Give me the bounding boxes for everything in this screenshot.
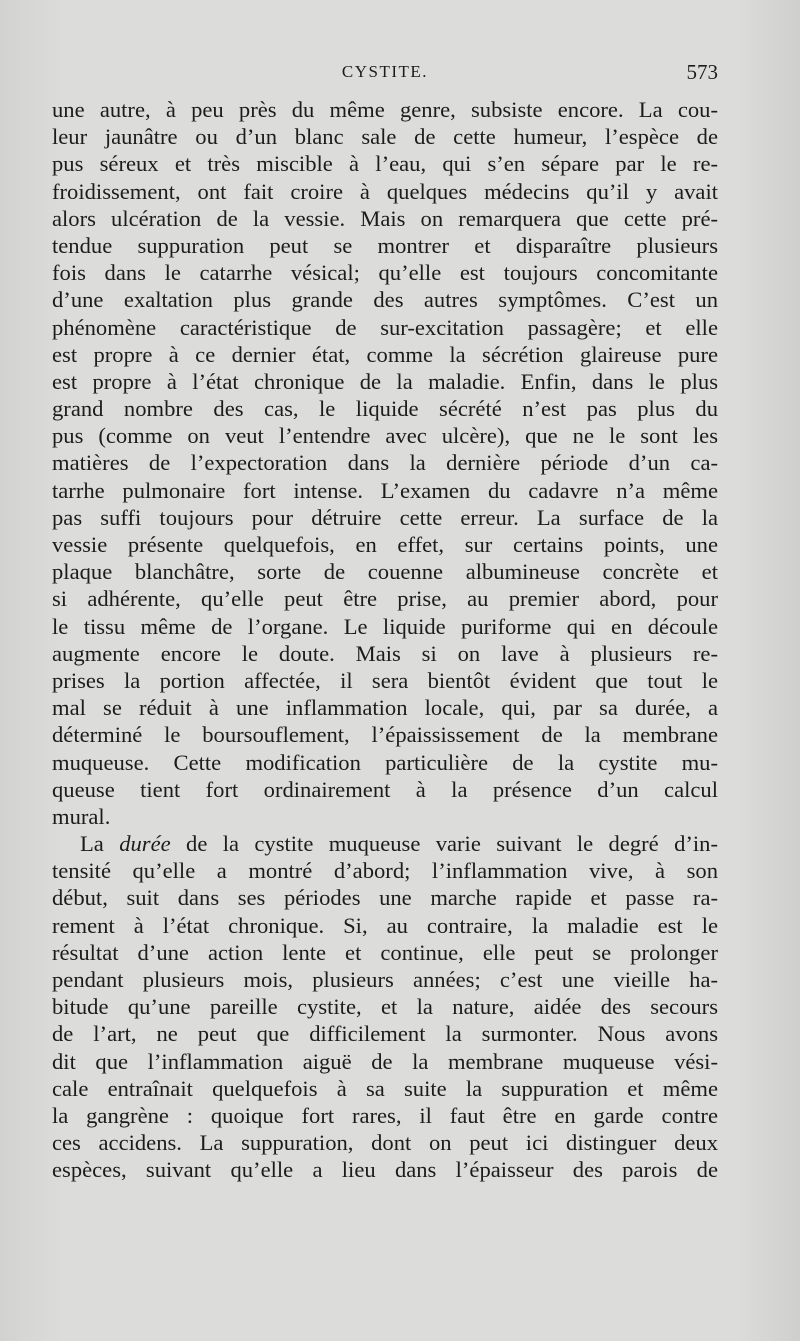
text-line: froidissement, ont fait croire à quelques médecins qu’il y avait [52,178,718,204]
italic-term: durée [119,831,171,857]
chapter-title: CYSTITE. [341,62,429,81]
text-line: pus séreux et très miscible à l’eau, qui s’en sépare par le re- [52,151,718,177]
text-line: mural. [52,803,111,829]
text-line: déterminé le boursouflement, l’épaississement de la membrane [52,722,718,748]
text-line: la gangrène : quoique fort rares, il faut être en garde contre [52,1102,718,1128]
text-line: cale entraînait quelquefois à sa suite la suppuration et même [52,1075,718,1101]
page-number: 573 [686,60,718,84]
text-line: alors ulcération de la vessie. Mais on remarquera que cette pré- [52,205,718,231]
text-line [52,830,718,857]
text-line: fois dans le catarrhe vésical; qu’elle est toujours concomitante [52,260,718,286]
text-line: pas suffi toujours pour détruire cette erreur. La surface de la [52,504,718,530]
text-line: ces accidens. La suppuration, dont on peut ici distinguer deux [52,1130,718,1156]
text-line: rement à l’état chronique. Si, au contraire, la maladie est le [52,912,718,938]
text-run: La [80,831,120,857]
text-line: augmente encore le doute. Mais si on lave à plusieurs re- [52,640,718,666]
paragraph-2 [52,830,718,1183]
text-line: d’une exaltation plus grande des autres symptômes. C’est un [52,287,718,313]
text-line: si adhérente, qu’elle peut être prise, au premier abord, pour [52,586,718,612]
text-line: tendue suppuration peut se montrer et disparaître plusieurs [52,232,718,258]
text-line: mal se réduit à une inflammation locale, qui, par sa durée, a [52,695,718,721]
text-line: de l’art, ne peut que difficilement la surmonter. Nous avons [52,1021,718,1047]
text-line: matières de l’expectoration dans la dernière période d’un ca- [52,450,718,476]
text-line: est propre à l’état chronique de la maladie. Enfin, dans le plus [52,368,718,394]
text-line: plaque blanchâtre, sorte de couenne albumineuse concrète et [52,559,718,585]
text-line: vessie présente quelquefois, en effet, sur certains points, une [52,532,718,557]
text-line: une autre, à peu près du même genre, subsiste encore. La cou- [52,97,718,122]
text-run: de la cystite muqueuse varie suivant le degré d’in- [170,831,718,857]
text-line: muqueuse. Cette modification particulière de la cystite mu- [52,749,718,775]
text-line: dit que l’inflammation aiguë de la membrane muqueuse vési- [52,1048,718,1074]
text-line: le tissu même de l’organe. Le liquide puriforme qui en découle [52,613,718,639]
text-line: bitude qu’une pareille cystite, et la nature, aidée des secours [52,994,718,1020]
text-line: espèces, suivant qu’elle a lieu dans l’épaisseur des parois de [52,1157,718,1183]
text-line: résultat d’une action lente et continue, elle peut se prolonger [52,939,718,965]
text-line: pendant plusieurs mois, plusieurs années; c’est une vieille ha- [52,967,718,992]
text-line: tarrhe pulmonaire fort intense. L’examen du cadavre n’a même [52,477,718,503]
text-line: leur jaunâtre ou d’un blanc sale de cette humeur, l’espèce de [52,124,718,150]
paragraph-1 [52,96,718,830]
text-line: grand nombre des cas, le liquide sécrété n’est pas plus du [52,396,718,422]
text-line: queuse tient fort ordinairement à la présence d’un calcul [52,776,718,802]
text-line: phénomène caractéristique de sur-excitation passagère; et elle [52,314,718,340]
body-text [52,96,718,1184]
text-line: prises la portion affectée, il sera bientôt évident que tout le [52,667,718,693]
text-line: début, suit dans ses périodes une marche rapide et passe ra- [52,885,718,911]
running-head [52,62,718,88]
text-line: tensité qu’elle a montré d’abord; l’inflammation vive, à son [52,858,718,884]
text-line: est propre à ce dernier état, comme la sécrétion glaireuse pure [52,341,718,367]
text-line: pus (comme on veut l’entendre avec ulcère), que ne le sont les [52,423,718,449]
